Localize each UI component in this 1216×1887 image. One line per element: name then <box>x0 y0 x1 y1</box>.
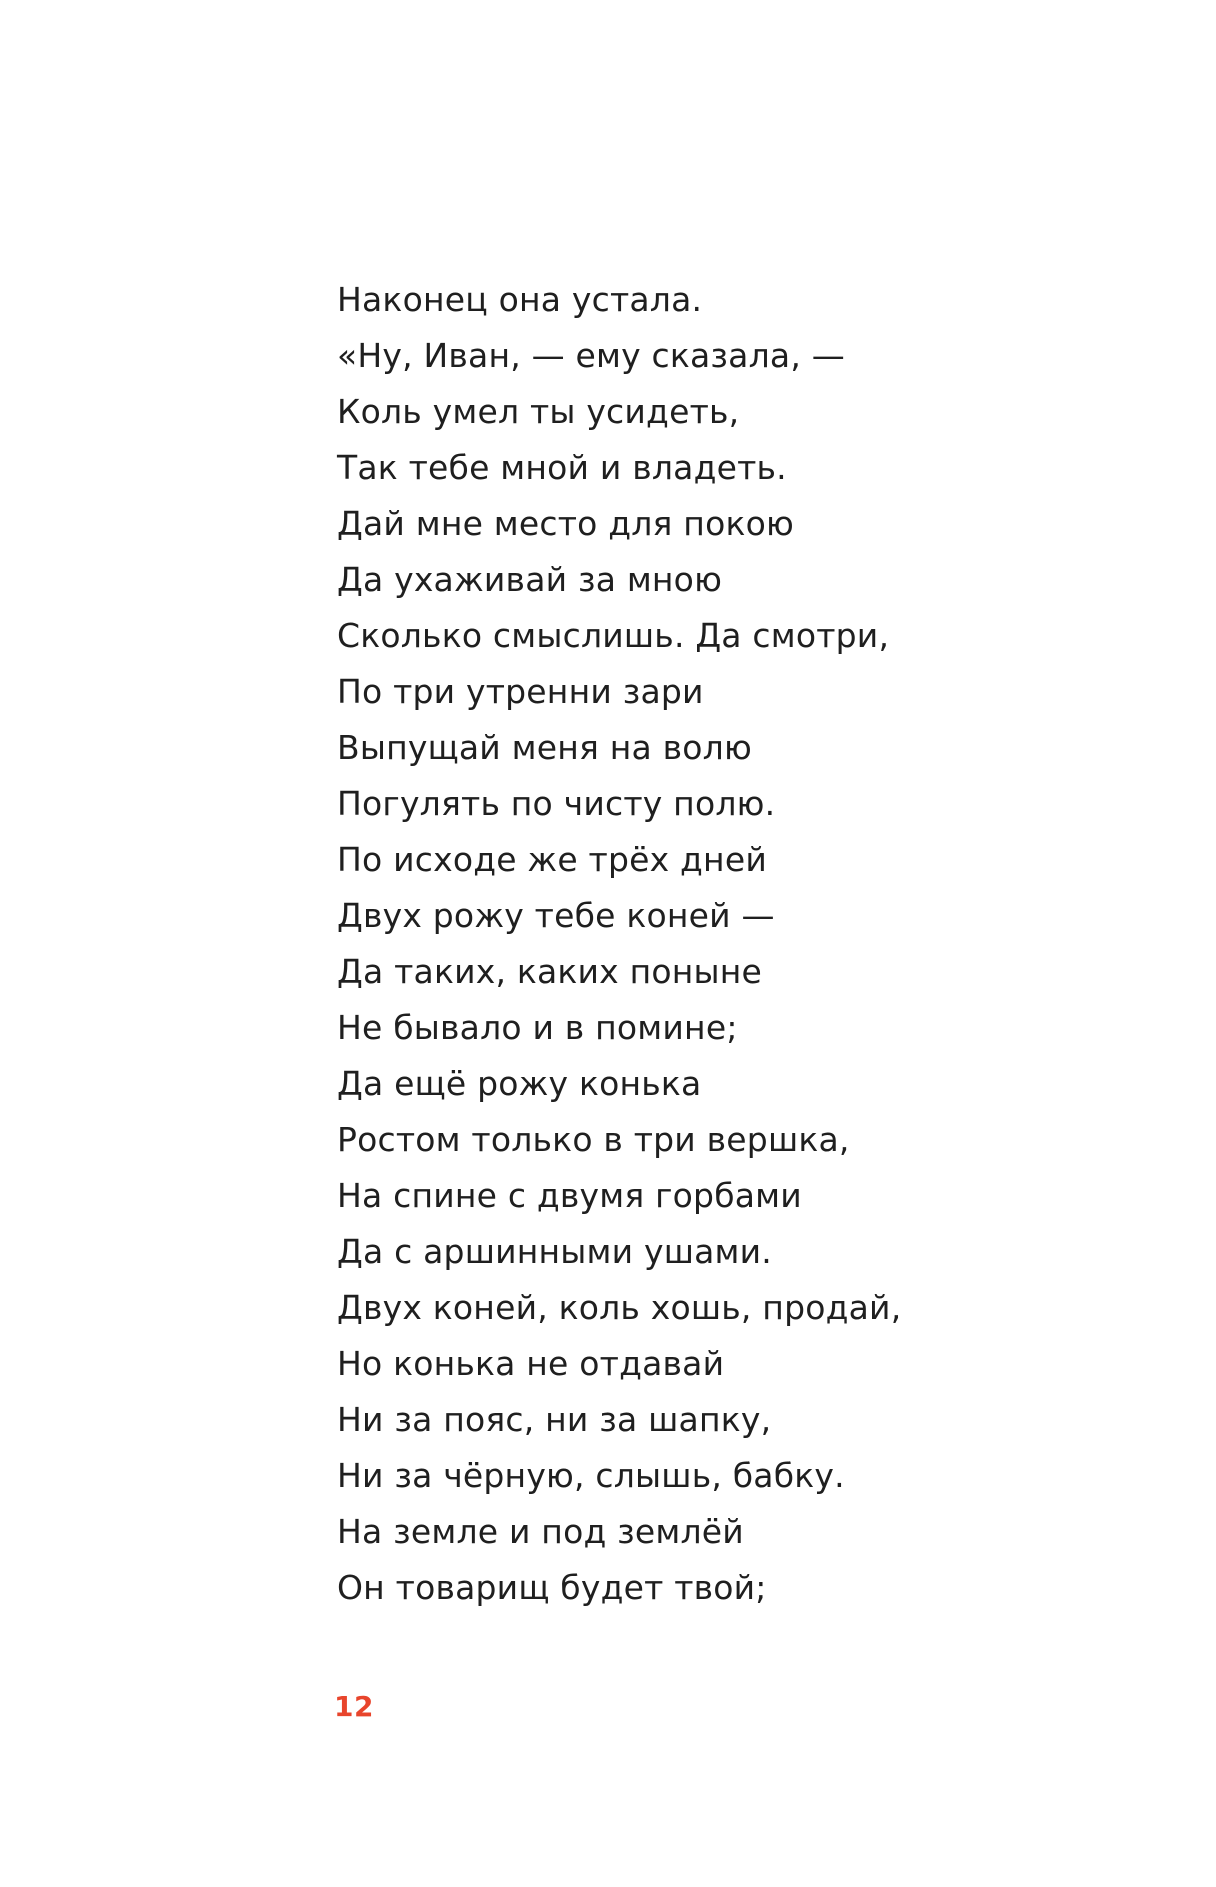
poem-line: Коль умел ты усидеть, <box>337 392 740 431</box>
poem-line: Выпущай меня на волю <box>337 728 752 767</box>
poem-line: «Ну, Иван, — ему сказала, — <box>337 336 845 375</box>
poem-line: Да с аршинными ушами. <box>337 1232 772 1271</box>
poem-line: По исходе же трёх дней <box>337 840 767 879</box>
poem-line: Не бывало и в помине; <box>337 1008 738 1047</box>
poem-line: Дай мне место для покою <box>337 504 794 543</box>
poem-line: На земле и под землёй <box>337 1512 744 1551</box>
page-number: 12 <box>334 1690 374 1723</box>
poem-line: Двух коней, коль хошь, продай, <box>337 1288 902 1327</box>
poem-line: Двух рожу тебе коней — <box>337 896 775 935</box>
poem-line: На спине с двумя горбами <box>337 1176 802 1215</box>
poem-line: Но конька не отдавай <box>337 1344 725 1383</box>
poem-line: Ни за пояс, ни за шапку, <box>337 1400 772 1439</box>
poem-line: Так тебе мной и владеть. <box>337 448 787 487</box>
poem-line: Сколько смыслишь. Да смотри, <box>337 616 890 655</box>
poem-line: По три утренни зари <box>337 672 704 711</box>
poem-line: Ростом только в три вершка, <box>337 1120 850 1159</box>
poem-line: Он товарищ будет твой; <box>337 1568 767 1607</box>
poem-line: Погулять по чисту полю. <box>337 784 776 823</box>
poem-line: Ни за чёрную, слышь, бабку. <box>337 1456 845 1495</box>
poem-line: Наконец она устала. <box>337 280 703 319</box>
poem-stanza <box>337 272 901 1616</box>
poem-line: Да ухаживай за мною <box>337 560 723 599</box>
poem-line: Да таких, каких поныне <box>337 952 763 991</box>
poem-line: Да ещё рожу конька <box>337 1064 702 1103</box>
